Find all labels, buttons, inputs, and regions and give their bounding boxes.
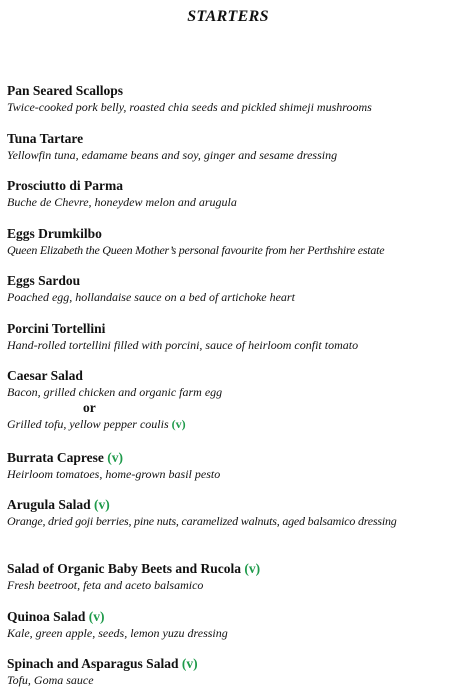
item-description: Yellowfin tuna, edamame beans and soy, ginger and sesame dressing [7, 148, 338, 162]
menu-item [7, 321, 452, 353]
item-description: Bacon, grilled chicken and organic farm egg [7, 385, 223, 399]
item-description: Queen Elizabeth the Queen Mother’s personal favourite from her Perthshire estate [7, 243, 385, 257]
item-name: Burrata Caprese (v) [7, 450, 123, 465]
item-name: Spinach and Asparagus Salad (v) [7, 656, 198, 671]
vegetarian-badge: (v) [181, 656, 198, 671]
item-description: Tofu, Goma sauce [7, 673, 94, 687]
item-name: Caesar Salad [7, 368, 83, 383]
item-description: Hand-rolled tortellini filled with porcini, sauce of heirloom confit tomato [7, 338, 359, 352]
vegetarian-badge: (v) [244, 561, 261, 576]
item-name: Quinoa Salad (v) [7, 609, 105, 624]
item-name: Eggs Drumkilbo [7, 226, 102, 241]
item-description: Kale, green apple, seeds, lemon yuzu dressing [7, 626, 228, 640]
menu-item [7, 178, 452, 210]
menu-item [7, 609, 452, 641]
item-name: Tuna Tartare [7, 131, 84, 146]
item-name: Salad of Organic Baby Beets and Rucola (v) [7, 561, 261, 576]
menu-title: STARTERS [187, 8, 269, 25]
menu-item [7, 226, 452, 258]
item-name: Prosciutto di Parma [7, 178, 123, 193]
item-description: Orange, dried goji berries, pine nuts, caramelized walnuts, aged balsamico dressing [7, 514, 397, 528]
menu-item [7, 273, 452, 305]
item-description: Heirloom tomatoes, home-grown basil pesto [7, 467, 221, 481]
item-description: Poached egg, hollandaise sauce on a bed of artichoke heart [7, 290, 295, 304]
menu-item [7, 131, 452, 163]
menu-item [7, 497, 452, 529]
menu-item [7, 561, 452, 593]
or-separator: or [83, 400, 96, 415]
vegetarian-badge: (v) [94, 497, 110, 512]
item-alt-description: Grilled tofu, yellow pepper coulis (v) [7, 417, 186, 431]
item-name: Arugula Salad (v) [7, 497, 110, 512]
item-description: Twice-cooked pork belly, roasted chia seeds and pickled shimeji mushrooms [7, 100, 372, 114]
vegetarian-badge: (v) [171, 417, 186, 431]
menu-item [7, 656, 452, 688]
menu-item [7, 368, 452, 432]
menu-item [7, 83, 452, 115]
item-name: Eggs Sardou [7, 273, 81, 288]
item-description: Fresh beetroot, feta and aceto balsamico [7, 578, 204, 592]
item-description: Buche de Chevre, honeydew melon and arugula [7, 195, 237, 209]
vegetarian-badge: (v) [88, 609, 105, 624]
item-name: Pan Seared Scallops [7, 83, 124, 98]
vegetarian-badge: (v) [107, 450, 123, 465]
item-name: Porcini Tortellini [7, 321, 106, 336]
menu-item [7, 450, 452, 482]
